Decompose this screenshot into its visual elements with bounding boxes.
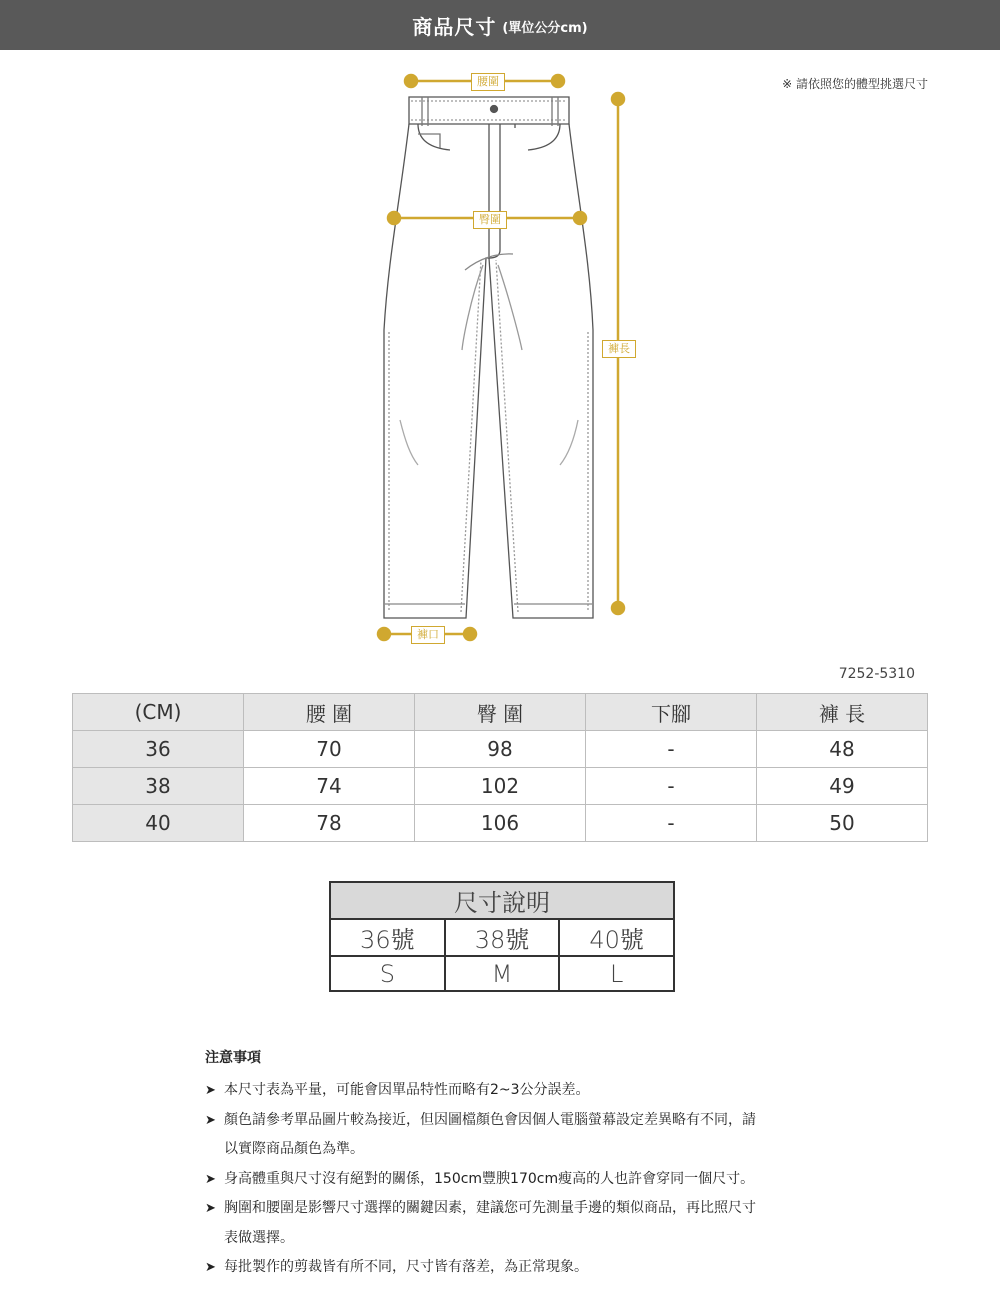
note-item: ➤ 每批製作的剪裁皆有所不同，尺寸皆有落差，為正常現象。: [205, 1253, 845, 1283]
arrow-bullet-icon: ➤: [205, 1260, 216, 1275]
size-cell: 38: [73, 768, 244, 805]
table-cell: 70: [244, 731, 415, 768]
waist-label: 腰圍: [471, 73, 505, 91]
product-code: 7252-5310: [838, 666, 915, 682]
note-item: ➤ 身高體重與尺寸沒有絕對的關係，150cm豐腴170cm瘦高的人也許會穿同一個尺寸。: [205, 1165, 845, 1195]
table-cell: 74: [244, 768, 415, 805]
col-header-hem: 下腳: [586, 694, 757, 731]
table-cell: 98: [415, 731, 586, 768]
table-cell: 50: [757, 805, 928, 842]
table-cell: 49: [757, 768, 928, 805]
size-number-cell: 36號: [330, 919, 445, 956]
table-cell: 78: [244, 805, 415, 842]
size-table: [72, 693, 928, 842]
col-header-waist: 腰 圍: [244, 694, 415, 731]
length-label: 褲長: [602, 340, 636, 358]
hip-label: 臀圍: [473, 211, 507, 229]
table-row: [73, 805, 928, 842]
table-cell: -: [586, 805, 757, 842]
size-cell: 40: [73, 805, 244, 842]
note-item: ➤ 胸圍和腰圍是影響尺寸選擇的關鍵因素，建議您可先測量手邊的類似商品，再比照尺寸: [205, 1194, 845, 1224]
size-cell: 36: [73, 731, 244, 768]
size-letter-cell: M: [445, 956, 560, 991]
table-cell: 102: [415, 768, 586, 805]
size-explanation-title: 尺寸說明: [330, 882, 674, 919]
hem-label: 褲口: [411, 626, 445, 644]
col-header-length: 褲 長: [757, 694, 928, 731]
notes-title: 注意事項: [205, 1050, 261, 1066]
unit-label: (單位公分cm): [502, 21, 588, 36]
note-item-continuation: 表做選擇。: [224, 1229, 294, 1246]
table-cell: 106: [415, 805, 586, 842]
size-number-cell: 40號: [559, 919, 674, 956]
size-letter-cell: S: [330, 956, 445, 991]
arrow-bullet-icon: ➤: [205, 1171, 216, 1187]
note-item-continuation: 以實際商品顏色為準。: [224, 1141, 364, 1157]
size-letter-cell: L: [559, 956, 674, 991]
table-row: [73, 768, 928, 805]
size-table-header: [73, 694, 928, 731]
table-cell: -: [586, 768, 757, 805]
size-number-cell: 38號: [445, 919, 560, 956]
arrow-bullet-icon: ➤: [205, 1083, 216, 1098]
page-title: 商品尺寸: [412, 14, 497, 39]
col-header-cm: (CM): [73, 694, 244, 731]
page-header: [0, 0, 1000, 50]
table-cell: -: [586, 731, 757, 768]
note-item: ➤ 本尺寸表為平量，可能會因單品特性而略有2~3公分誤差。: [205, 1076, 845, 1106]
table-cell: 48: [757, 731, 928, 768]
table-row: [73, 731, 928, 768]
notes-section: [205, 1047, 845, 1283]
note-item: ➤ 顏色請參考單品圖片較為接近，但因圖檔顏色會因個人電腦螢幕設定差異略有不同，請: [205, 1106, 845, 1136]
arrow-bullet-icon: ➤: [205, 1112, 216, 1128]
col-header-hip: 臀 圍: [415, 694, 586, 731]
size-explanation-table: [329, 881, 675, 992]
arrow-bullet-icon: ➤: [205, 1201, 216, 1216]
size-selection-note: ※ 請依照您的體型挑選尺寸: [782, 77, 928, 91]
pants-diagram: [0, 60, 1000, 650]
